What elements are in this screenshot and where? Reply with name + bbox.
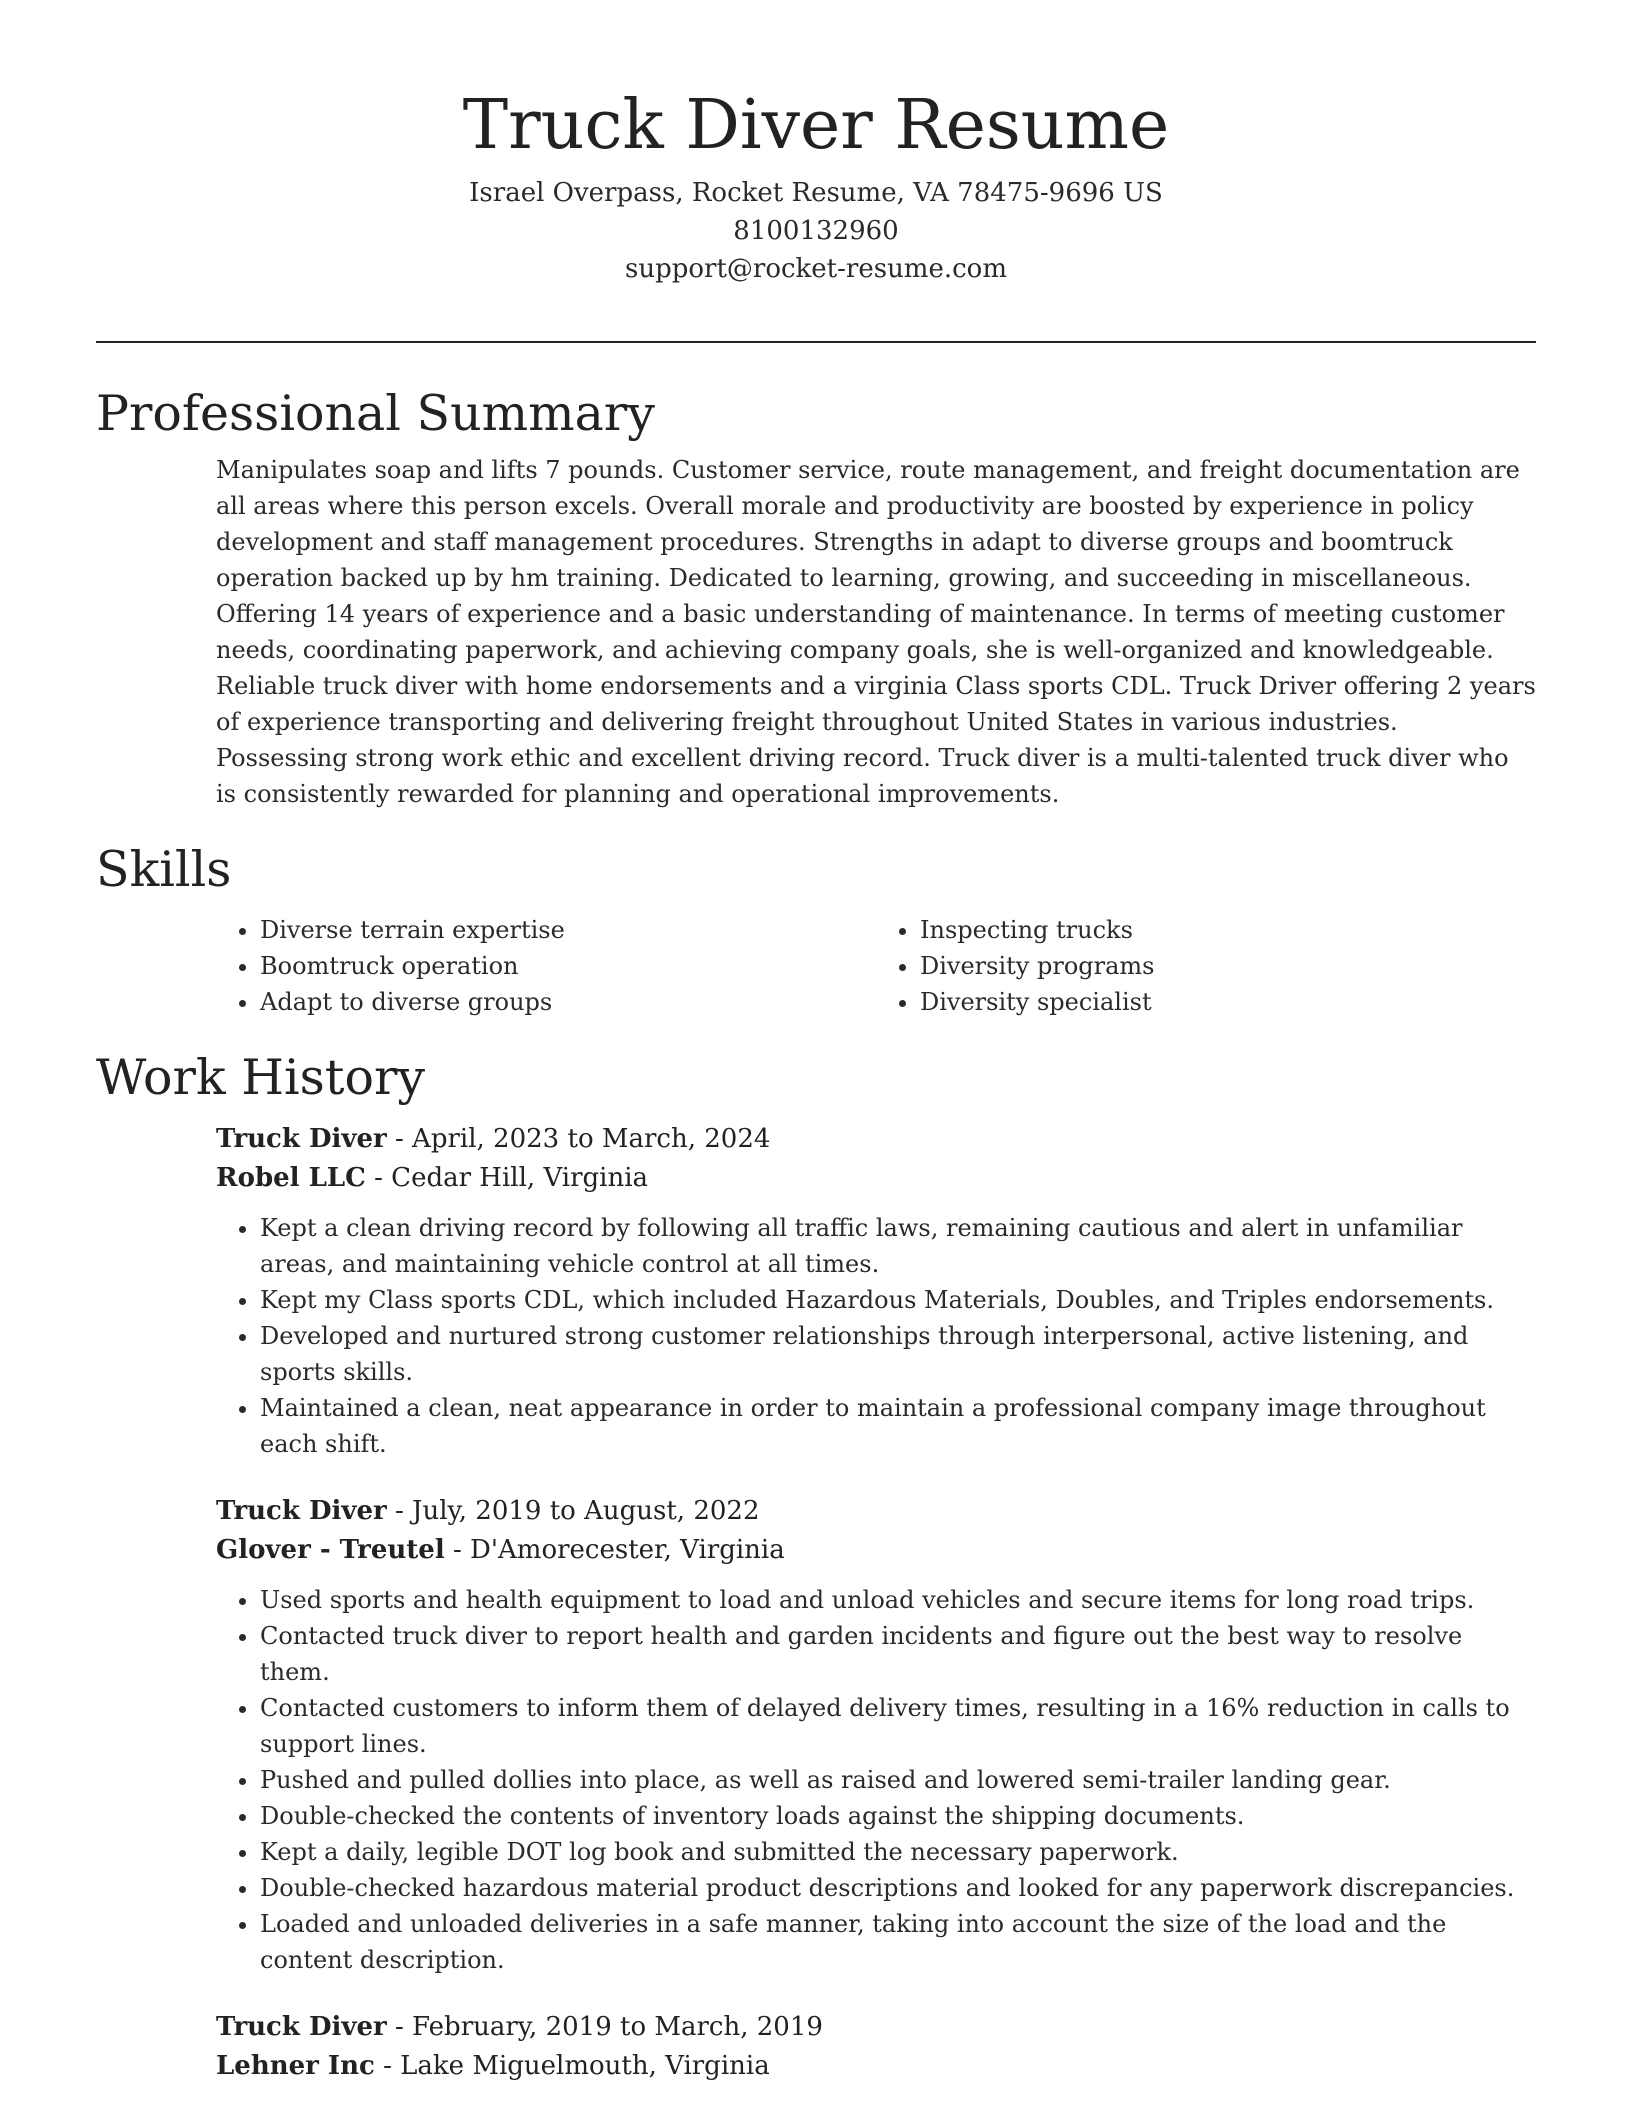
resume-content [96, 378, 1536, 2116]
job-duty-item: • Contacted customers to inform them of delayed delivery times, resulting in a 16% reduction in calls to support lines. [260, 1690, 1536, 1762]
job-company-line [216, 1159, 1536, 1198]
job-entry [216, 1120, 1536, 1462]
section-title-work-history: Work History [96, 1049, 426, 1106]
skill-item: • Diversity specialist [920, 984, 1536, 1020]
job-duty-item: • Used sports and health equipment to load and unload vehicles and secure items for long road trips. [260, 1582, 1536, 1618]
skill-item: • Diversity programs [920, 948, 1536, 984]
contact-email: support@rocket-resume.com [624, 254, 1007, 284]
skills-section [96, 834, 1536, 1020]
job-title: Truck Diver [216, 2012, 387, 2042]
job-location: - Cedar Hill, Virginia [365, 1163, 649, 1193]
job-duty-item: • Contacted truck diver to report health and garden incidents and figure out the best way to resolve them. [260, 1618, 1536, 1690]
job-dates: - July, 2019 to August, 2022 [386, 1496, 760, 1526]
job-duties-list [216, 1210, 1536, 1462]
job-company: Robel LLC [216, 1163, 366, 1193]
job-entry [216, 2008, 1536, 2086]
summary-text: Manipulates soap and lifts 7 pounds. Customer service, route management, and freight documentation are all areas where this person excels. Overall morale and productivity are boosted by experience in policy development and staff management procedures. Strengths in adapt to diverse groups and boomtruck operation backed up by hm training. Dedicated to learning, growing, and succeeding in miscellaneous. Offering 14 years of experience and a basic understanding of maintenance. In terms of meeting customer needs, coordinating paperwork, and achieving company goals, she is well-organized and knowledgeable. Reliable truck diver with home endorsements and a virginia Class sports CDL. Truck Driver offering 2 years of experience transporting and delivering freight throughout United States in various industries. Possessing strong work ethic and excellent driving record. Truck diver is a multi-talented truck diver who is consistently rewarded for planning and operational improvements. [216, 456, 1536, 808]
work-history-section [96, 1042, 1536, 2086]
job-duty-item: • Pushed and pulled dollies into place, as well as raised and lowered semi-trailer landing gear. [260, 1762, 1536, 1798]
resume-title: Truck Diver Resume [462, 86, 1170, 165]
skill-item: • Diverse terrain expertise [260, 912, 876, 948]
header-divider [96, 341, 1536, 343]
job-entry [216, 1492, 1536, 1978]
section-title-professional-summary: Professional Summary [96, 385, 655, 442]
job-duties-list [216, 1582, 1536, 1978]
contact-phone: 8100132960 [733, 216, 899, 246]
job-location: - Lake Miguelmouth, Virginia [374, 2051, 770, 2081]
skills-grid [216, 912, 1536, 1020]
job-company-line [216, 2047, 1536, 2086]
job-dates: - February, 2019 to March, 2019 [386, 2012, 823, 2042]
job-company: Lehner Inc [216, 2051, 375, 2081]
job-duty-item: • Developed and nurtured strong customer relationships through interpersonal, active listening, and sports skills. [260, 1318, 1536, 1390]
job-title-line [216, 1492, 1536, 1531]
job-duty-item: • Maintained a clean, neat appearance in order to maintain a professional company image throughout each shift. [260, 1390, 1536, 1462]
job-location: - D'Amorecester, Virginia [444, 1535, 785, 1565]
job-dates: - April, 2023 to March, 2024 [386, 1124, 771, 1154]
skill-item: • Inspecting trucks [920, 912, 1536, 948]
job-title: Truck Diver [216, 1124, 387, 1154]
skill-item: • Adapt to diverse groups [260, 984, 876, 1020]
job-duty-item: • Kept my Class sports CDL, which included Hazardous Materials, Doubles, and Triples endorsements. [260, 1282, 1536, 1318]
skills-column-left [216, 912, 876, 1020]
job-duty-item: • Kept a daily, legible DOT log book and submitted the necessary paperwork. [260, 1834, 1536, 1870]
job-duty-item: • Loaded and unloaded deliveries in a safe manner, taking into account the size of the load and the content description. [260, 1906, 1536, 1978]
job-duty-item: • Double-checked hazardous material product descriptions and looked for any paperwork discrepancies. [260, 1870, 1536, 1906]
section-title-skills: Skills [96, 841, 232, 898]
skill-item: • Boomtruck operation [260, 948, 876, 984]
resume-header [0, 78, 1632, 288]
job-company: Glover - Treutel [216, 1535, 445, 1565]
job-title-line [216, 1120, 1536, 1159]
job-duty-item: • Double-checked the contents of inventory loads against the shipping documents. [260, 1798, 1536, 1834]
job-duty-item: • Kept a clean driving record by following all traffic laws, remaining cautious and alert in unfamiliar areas, and maintaining vehicle control at all times. [260, 1210, 1536, 1282]
skills-column-right [876, 912, 1536, 1020]
job-title: Truck Diver [216, 1496, 387, 1526]
job-company-line [216, 1531, 1536, 1570]
professional-summary-section [96, 378, 1536, 812]
contact-address: Israel Overpass, Rocket Resume, VA 78475-9696 US [469, 178, 1163, 208]
job-title-line [216, 2008, 1536, 2047]
